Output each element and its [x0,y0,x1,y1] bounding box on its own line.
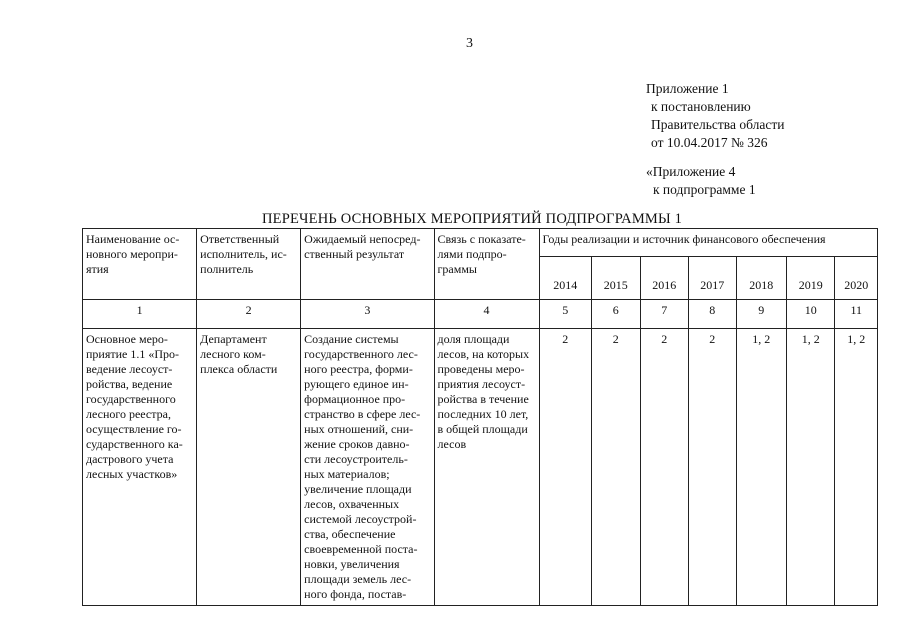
appendix-line-4: от 10.04.2017 № 326 [651,135,768,150]
header-year: 2019 [787,256,835,299]
column-number: 5 [539,300,592,329]
year-value-cell: 1, 2 [787,329,835,606]
appendix-header [646,80,784,152]
header-year: 2016 [640,256,688,299]
appendix-sub-header [646,163,756,199]
executor-cell: Департамент лесного ком- плекса области [197,329,301,606]
appendix-sub-line-2: к подпрограмме 1 [653,182,756,197]
header-row-1 [83,229,878,257]
year-value-cell: 2 [689,329,736,606]
year-value-cell: 2 [640,329,688,606]
header-indicator-link: Связь с показате- лями подпро- граммы [434,229,539,300]
column-number: 11 [835,300,878,329]
result-cell: Создание системы государственного лес- ного реестра, форми- рующего единое ин- формационное про- странство в сфере лес- ных отношений, сни- жение сроков давно- сти лесоустроитель- ных материалов; увеличение площади лесов, охваченных системой лесоустрой- ства, обеспечение своевременной поста- новки, увеличения площади земель лес- ного фонда, постав- [301,329,434,606]
measures-table [82,228,878,606]
column-number: 3 [301,300,434,329]
measure-cell: Основное меро- приятие 1.1 «Про- ведение лесоуст- ройства, ведение государственного лесного реестра, осуществление го- сударственного ка- дастрового учета лесных участков» [83,329,197,606]
header-year: 2014 [539,256,592,299]
column-number: 1 [83,300,197,329]
column-number: 9 [736,300,787,329]
year-value-cell: 1, 2 [835,329,878,606]
column-number: 4 [434,300,539,329]
year-value-cell: 2 [592,329,640,606]
page-number: 3 [466,36,473,51]
header-year: 2020 [835,256,878,299]
header-years-group: Годы реализации и источник финансового обеспечения [539,229,877,257]
column-number: 10 [787,300,835,329]
header-executor: Ответственный исполнитель, ис- полнитель [197,229,301,300]
year-value-cell: 1, 2 [736,329,787,606]
header-year: 2017 [689,256,736,299]
appendix-sub-line-1: «Приложение 4 [646,164,736,179]
appendix-line-2: к постановлению [651,99,751,114]
table-row [83,329,878,606]
document-title: ПЕРЕЧЕНЬ ОСНОВНЫХ МЕРОПРИЯТИЙ ПОДПРОГРАММЫ 1 [262,211,683,227]
column-number: 8 [689,300,736,329]
header-year: 2018 [736,256,787,299]
appendix-line-1: Приложение 1 [646,81,729,96]
header-expected-result: Ожидаемый непосред- ственный результат [301,229,434,300]
column-number: 2 [197,300,301,329]
header-measure-name: Наименование ос- новного меропри- ятия [83,229,197,300]
column-number: 7 [640,300,688,329]
appendix-line-3: Правительства области [651,117,785,132]
column-number: 6 [592,300,640,329]
indicator-link-cell: доля площади лесов, на которых проведены меро- приятия лесоуст- ройства в течение последних 10 лет, в общей площади лесов [434,329,539,606]
column-numbers-row [83,300,878,329]
header-year: 2015 [592,256,640,299]
year-value-cell: 2 [539,329,592,606]
